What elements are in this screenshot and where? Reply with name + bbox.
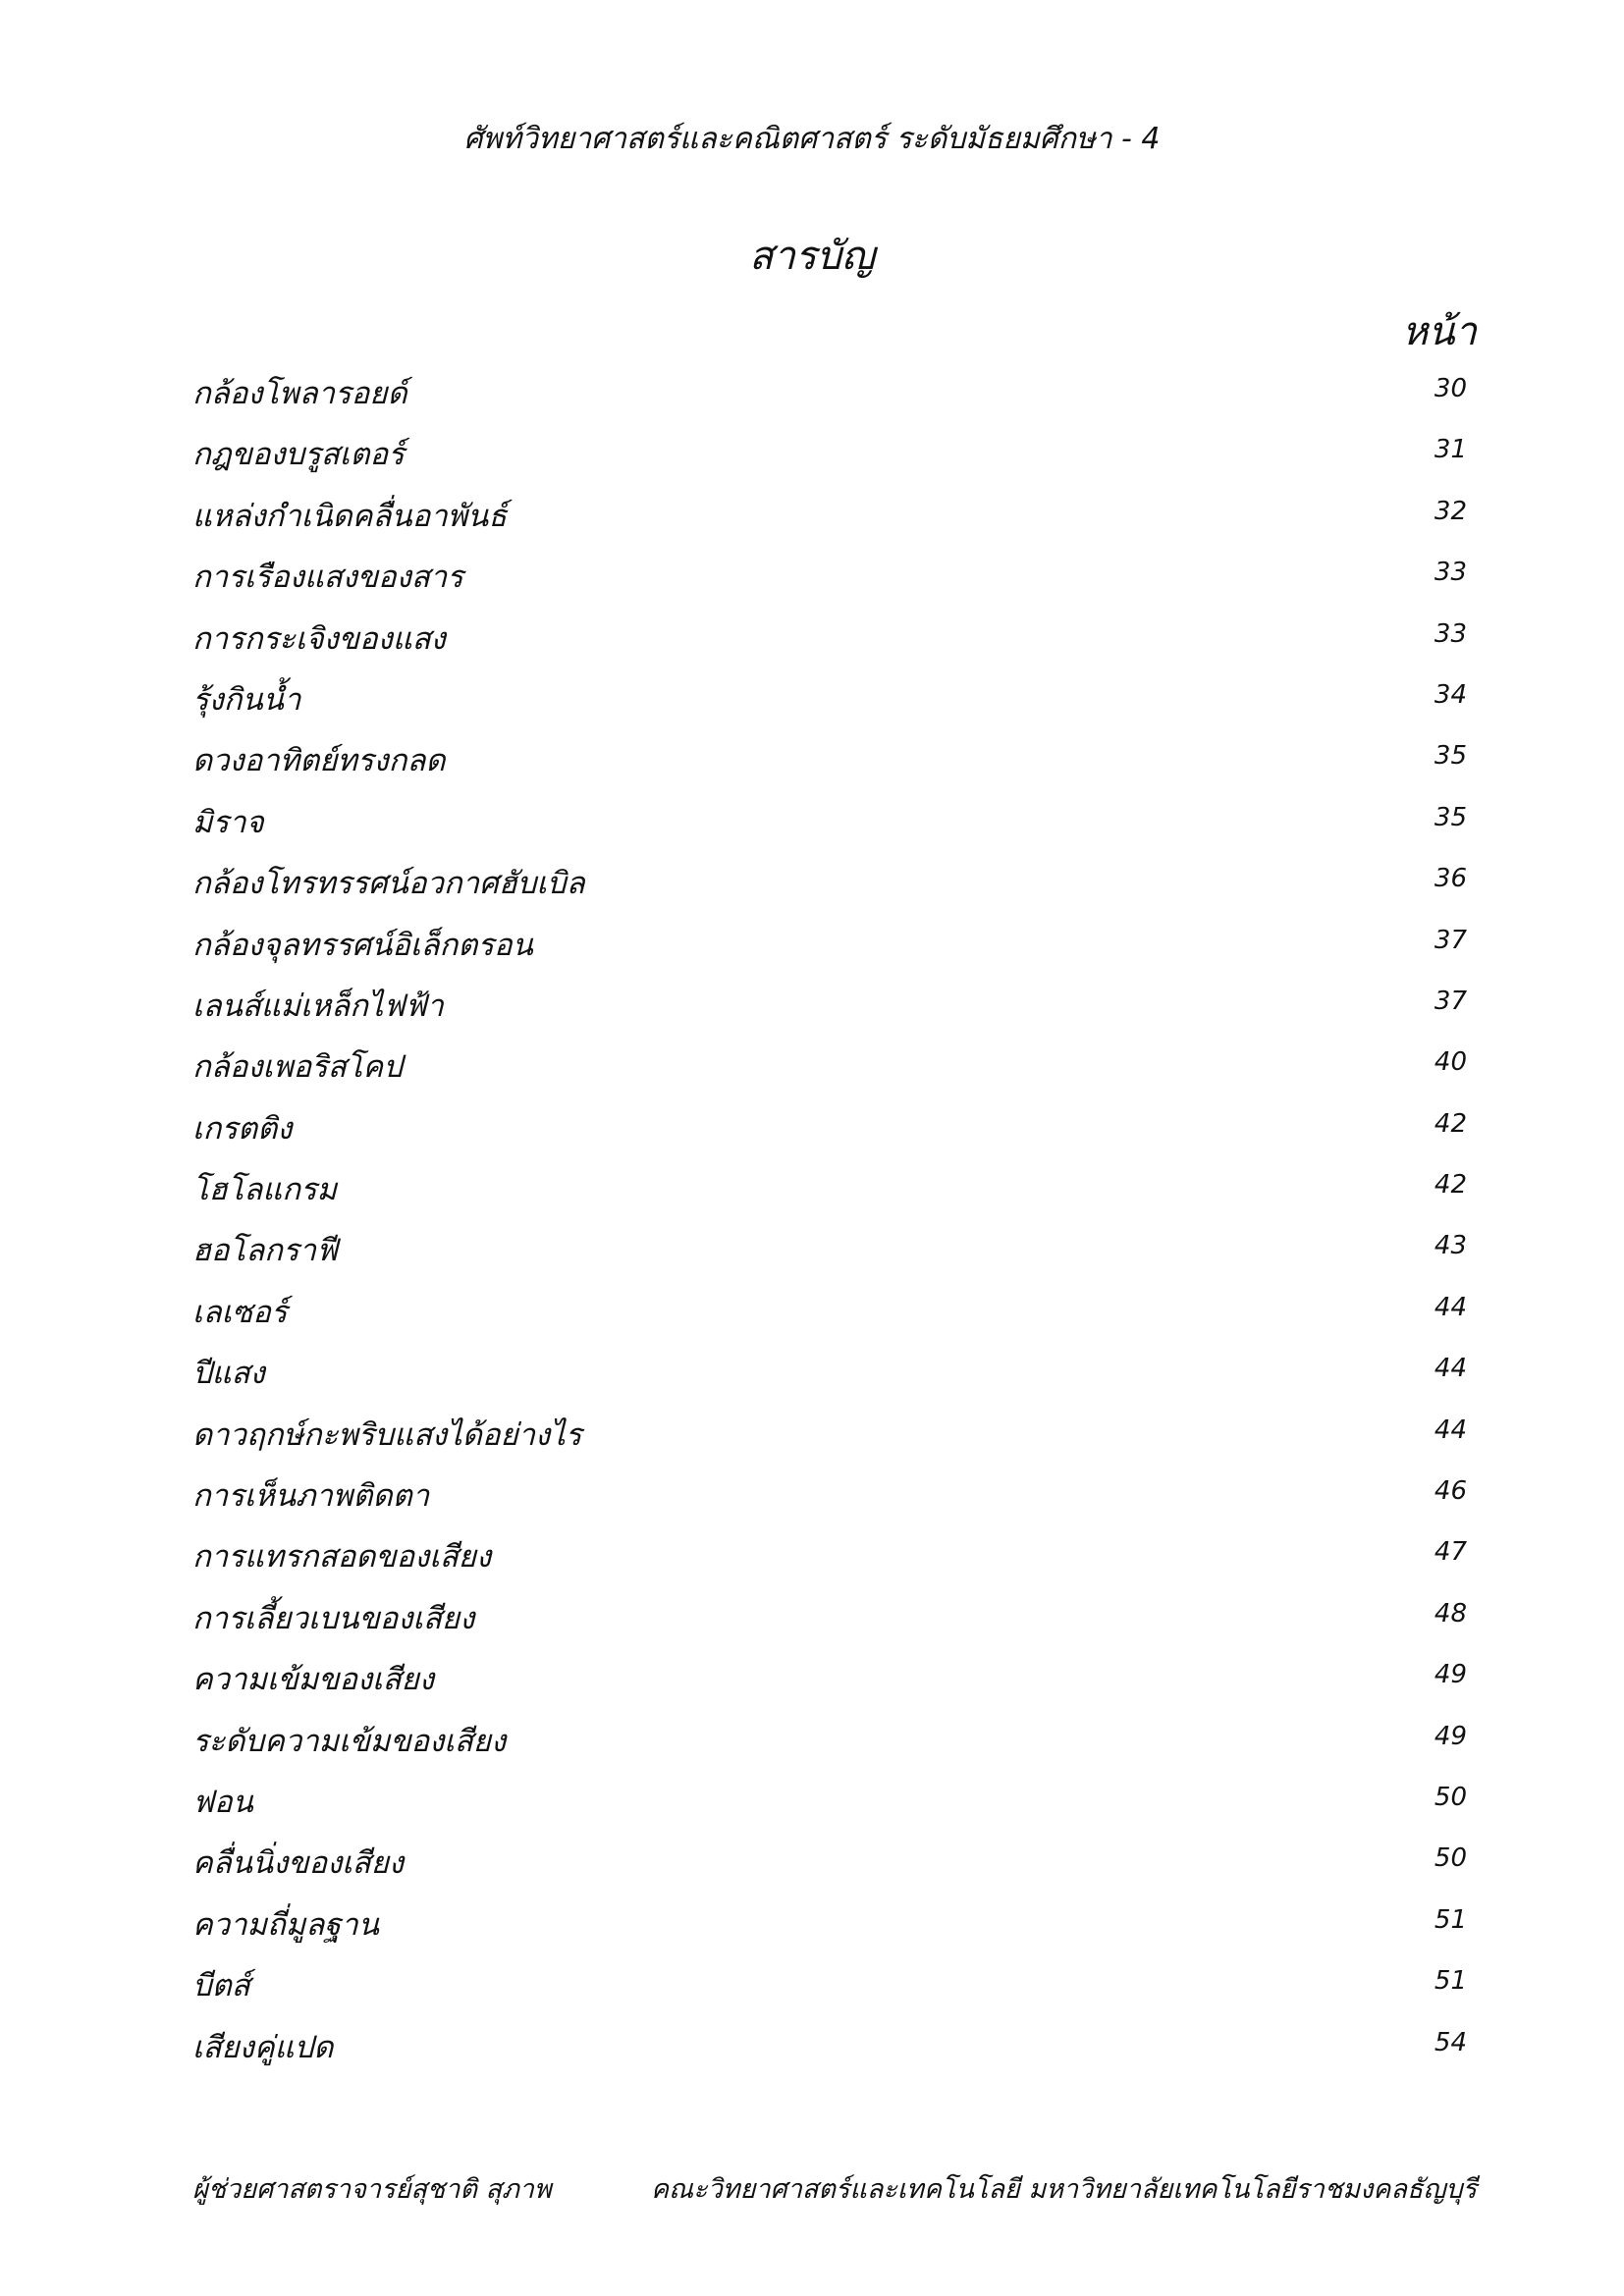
- toc-entry-page-number: 35: [1434, 802, 1467, 832]
- toc-entry-page-number: 44: [1434, 1415, 1467, 1445]
- toc-entry-page-number: 37: [1434, 925, 1467, 955]
- toc-entry: [192, 1838, 1475, 1898]
- toc-entry: [192, 1164, 1475, 1225]
- toc-entry-page-number: 35: [1434, 741, 1467, 772]
- toc-entry-title: ระดับความเข้มของเสียง: [192, 1723, 507, 1759]
- toc-entry-title: คลื่นนิ่งของเสียง: [192, 1845, 405, 1882]
- toc-entry-page-number: 49: [1434, 1660, 1467, 1690]
- toc-entry: [192, 1531, 1475, 1592]
- toc-entry: [192, 1899, 1475, 1960]
- toc-entry-title: เลเซอร์: [192, 1294, 288, 1330]
- toc-entry: [192, 1654, 1475, 1715]
- toc-entry: [192, 1960, 1475, 2021]
- toc-entry: [192, 858, 1475, 919]
- toc-entry-page-number: 51: [1434, 1904, 1467, 1935]
- toc-entry-page-number: 40: [1434, 1047, 1467, 1078]
- toc-entry-page-number: 46: [1434, 1476, 1467, 1507]
- toc-entry: [192, 981, 1475, 1041]
- toc-entry-title: การกระเจิงของแสง: [192, 620, 446, 657]
- toc-entry-page-number: 44: [1434, 1292, 1467, 1322]
- toc-entry: [192, 491, 1475, 552]
- toc-entry: [192, 1103, 1475, 1164]
- toc-entry-title: รุ้งกินน้ำ: [192, 681, 301, 718]
- toc-entry-page-number: 31: [1434, 435, 1467, 465]
- toc-entry-page-number: 33: [1434, 618, 1467, 649]
- toc-entry-title: กฎของบรูสเตอร์: [192, 437, 405, 473]
- toc-entry-title: โฮโลแกรม: [192, 1172, 338, 1208]
- toc-entry: [192, 1777, 1475, 1838]
- toc-entry-page-number: 50: [1434, 1782, 1467, 1812]
- toc-entry-page-number: 51: [1434, 1966, 1467, 1997]
- toc-entry: [192, 1410, 1475, 1470]
- toc-entry-title: การแทรกสอดของเสียง: [192, 1539, 492, 1575]
- toc-entry-page-number: 43: [1434, 1231, 1467, 1261]
- toc-entry: [192, 735, 1475, 796]
- toc-entry: [192, 2022, 1475, 2083]
- toc-entry-title: ฮอโลกราฟี: [192, 1233, 338, 1269]
- toc-entry-page-number: 36: [1434, 864, 1467, 894]
- toc-entry-page-number: 48: [1434, 1598, 1467, 1629]
- footer-author: ผู้ช่วยศาสตราจารย์สุชาติ สุภาพ: [192, 2174, 552, 2205]
- toc-entry: [192, 674, 1475, 735]
- footer-affiliation: คณะวิทยาศาสตร์และเทคโนโลยี มหาวิทยาลัยเทคโนโลยีราชมงคลธัญบุรี: [651, 2174, 1477, 2205]
- running-header: ศัพท์วิทยาศาสตร์และคณิตศาสตร์ ระดับมัธยมศึกษา - 4: [463, 122, 1161, 156]
- toc-entry-title: กล้องจุลทรรศน์อิเล็กตรอน: [192, 927, 533, 963]
- toc-entry-title: ความถี่มูลฐาน: [192, 1906, 379, 1943]
- table-of-contents: [192, 368, 1475, 2083]
- toc-entry-title: ความเข้มของเสียง: [192, 1662, 434, 1698]
- footer: [192, 2167, 1477, 2210]
- toc-entry-title: บีตส์: [192, 1968, 250, 2004]
- toc-entry-title: กล้องโทรทรรศน์อวกาศฮับเบิล: [192, 866, 585, 902]
- toc-entry-page-number: 47: [1434, 1537, 1467, 1568]
- toc-entry-title: เลนส์แม่เหล็กไฟฟ้า: [192, 988, 444, 1024]
- toc-entry-page-number: 37: [1434, 986, 1467, 1016]
- toc-entry-page-number: 42: [1434, 1170, 1467, 1201]
- toc-entry: [192, 1041, 1475, 1102]
- toc-entry-page-number: 33: [1434, 558, 1467, 588]
- toc-entry-page-number: 44: [1434, 1354, 1467, 1384]
- toc-entry-title: เกรตติง: [192, 1110, 293, 1147]
- toc-entry: [192, 552, 1475, 613]
- toc-entry-title: การเห็นภาพติดตา: [192, 1478, 430, 1515]
- toc-entry-page-number: 32: [1434, 496, 1467, 526]
- toc-entry: [192, 1593, 1475, 1654]
- toc-entry-page-number: 34: [1434, 679, 1467, 710]
- toc-entry: [192, 920, 1475, 981]
- toc-entry-title: การเลี้ยวเบนของเสียง: [192, 1600, 475, 1636]
- toc-entry-page-number: 49: [1434, 1721, 1467, 1751]
- toc-entry: [192, 429, 1475, 490]
- toc-entry-page-number: 42: [1434, 1108, 1467, 1139]
- page-title: สารบัญ: [749, 234, 875, 279]
- toc-entry: [192, 614, 1475, 674]
- toc-entry-title: กล้องโพลารอยด์: [192, 376, 407, 411]
- toc-entry-title: เสียงคู่แปด: [192, 2029, 334, 2065]
- toc-entry-title: แหล่งกำเนิดคลื่นอาพันธ์: [192, 498, 508, 534]
- toc-entry-title: การเรืองแสงของสาร: [192, 560, 463, 596]
- toc-entry-page-number: 50: [1434, 1843, 1467, 1874]
- toc-entry: [192, 1287, 1475, 1348]
- toc-entry-title: มิราจ: [192, 804, 264, 840]
- toc-entry-title: กล้องเพอริสโคป: [192, 1049, 403, 1086]
- toc-entry: [192, 1225, 1475, 1286]
- toc-entry-page-number: 54: [1434, 2027, 1467, 2057]
- toc-entry-title: ฟอน: [192, 1784, 253, 1820]
- toc-entry: [192, 368, 1475, 429]
- page-column-label: หน้า: [1401, 309, 1477, 354]
- toc-entry: [192, 1716, 1475, 1777]
- toc-entry-title: ดวงอาทิตย์ทรงกลด: [192, 743, 446, 779]
- toc-entry-title: ดาวฤกษ์กะพริบแสงได้อย่างไร: [192, 1416, 582, 1453]
- toc-entry: [192, 1470, 1475, 1531]
- toc-entry-title: ปีแสง: [192, 1356, 265, 1392]
- toc-entry: [192, 1348, 1475, 1409]
- toc-entry-page-number: 30: [1434, 374, 1467, 403]
- toc-entry: [192, 797, 1475, 858]
